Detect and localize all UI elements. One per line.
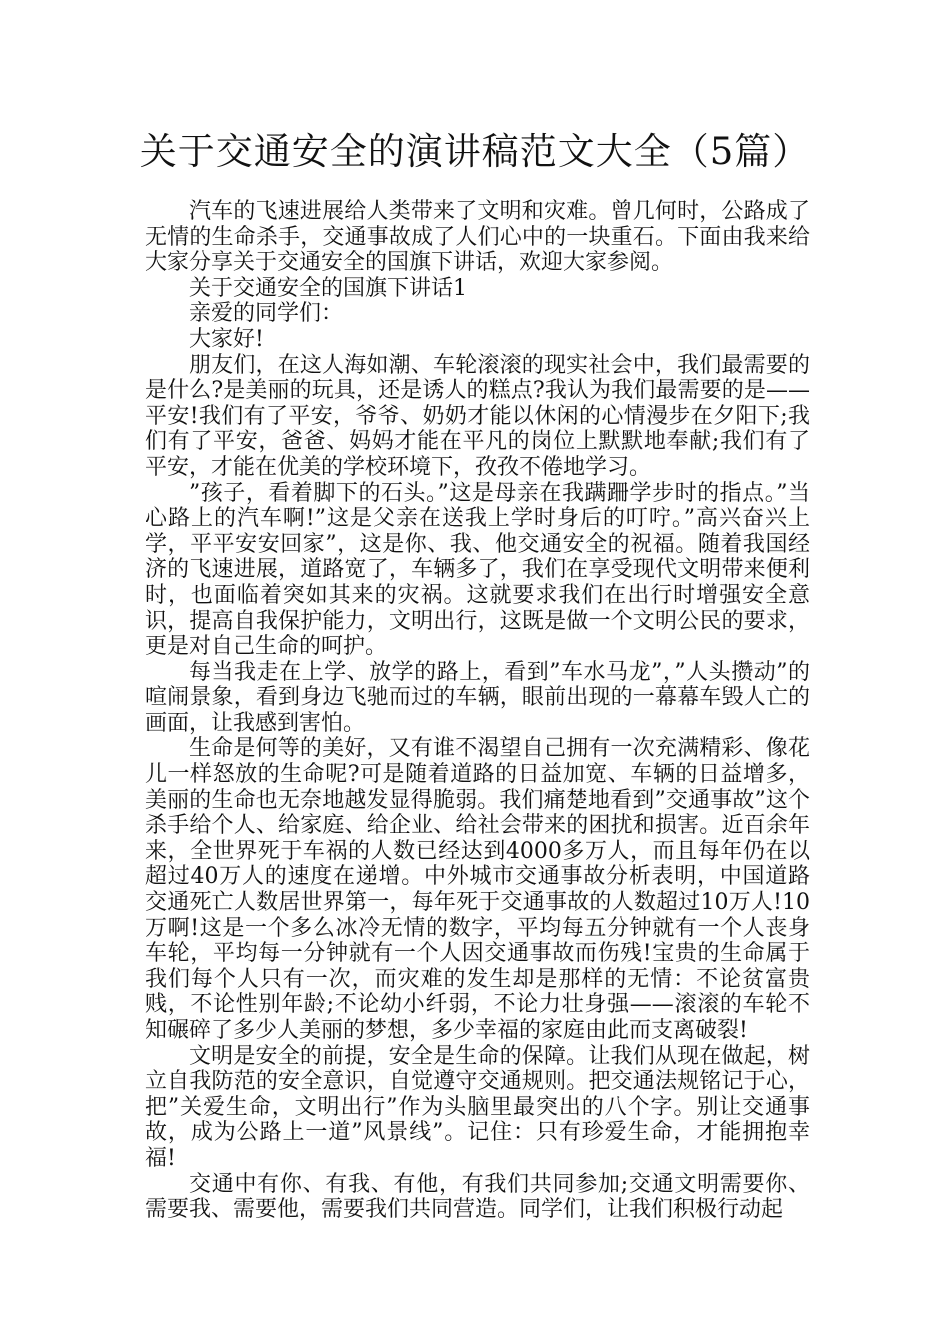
paragraph-body: 每当我走在上学、放学的路上，看到”车水马龙”，”人头攒动”的喧闹景象，看到身边飞驰而过的车辆，眼前出现的一幕幕车毁人亡的画面，让我感到害怕。 [145, 659, 810, 736]
paragraph-greeting: 大家好! [189, 326, 264, 352]
paragraph-intro: 汽车的飞速进展给人类带来了文明和灾难。曾几何时，公路成了无情的生命杀手，交通事故成了人们心中的一块重石。下面由我来给大家分享关于交通安全的国旗下讲话，欢迎大家参阅。 [145, 199, 810, 276]
paragraph-body: 文明是安全的前提，安全是生命的保障。让我们从现在做起，树立自我防范的安全意识，自觉遵守交通规则。把交通法规铭记于心，把”关爱生命，文明出行”作为头脑里最突出的八个字。别让交通事故，成为公路上一道”风景线”。记住：只有珍爱生命，才能拥抱幸福! [145, 1043, 810, 1171]
paragraph-body: 朋友们，在这人海如潮、车轮滚滚的现实社会中，我们最需要的是什么?是美丽的玩具，还是诱人的糕点?我认为我们最需要的是——平安!我们有了平安，爷爷、奶奶才能以休闲的心情漫步在夕阳下;我们有了平安，爸爸、妈妈才能在平凡的岗位上默默地奉献;我们有了平安，才能在优美的学校环境下，孜孜不倦地学习。 [145, 352, 810, 480]
paragraph-body: 交通中有你、有我、有他，有我们共同参加;交通文明需要你、需要我、需要他，需要我们共同营造。同学们，让我们积极行动起 [145, 1171, 810, 1223]
document-body [145, 199, 810, 1223]
paragraph-body: ”孩子，看着脚下的石头。”这是母亲在我蹒跚学步时的指点。”当心路上的汽车啊!”这是父亲在送我上学时身后的叮咛。”高兴奋兴上学，平平安安回家”，这是你、我、他交通安全的祝福。随着我国经济的飞速进展，道路宽了，车辆多了，我们在享受现代文明带来便利时，也面临着突如其来的灾祸。这就要求我们在出行时增强安全意识，提高自我保护能力，文明出行，这既是做一个文明公民的要求，更是对自己生命的呵护。 [145, 480, 810, 660]
paragraph-salutation: 亲爱的同学们： [189, 301, 344, 327]
document-title: 关于交通安全的演讲稿范文大全（5篇） [139, 130, 811, 173]
paragraph-body: 生命是何等的美好，又有谁不渴望自己拥有一次充满精彩、像花儿一样怒放的生命呢?可是随着道路的日益加宽、车辆的日益增多，美丽的生命也无奈地越发显得脆弱。我们痛楚地看到”交通事故”这个杀手给个人、给家庭、给企业、给社会带来的困扰和损害。近百余年来，全世界死于车祸的人数已经达到4000多万人，而且每年仍在以超过40万人的速度在递增。中外城市交通事故分析表明，中国道路交通死亡人数居世界第一，每年死于交通事故的人数超过10万人!10万啊!这是一个多么冰冷无情的数字，平均每五分钟就有一个人丧身车轮，平均每一分钟就有一个人因交通事故而伤残!宝贵的生命属于我们每个人只有一次，而灾难的发生却是那样的无情：不论贫富贵贱，不论性别年龄;不论幼小纤弱，不论力壮身强——滚滚的车轮不知碾碎了多少人美丽的梦想，多少幸福的家庭由此而支离破裂! [145, 736, 810, 1043]
paragraph-section-heading: 关于交通安全的国旗下讲话1 [189, 275, 467, 301]
